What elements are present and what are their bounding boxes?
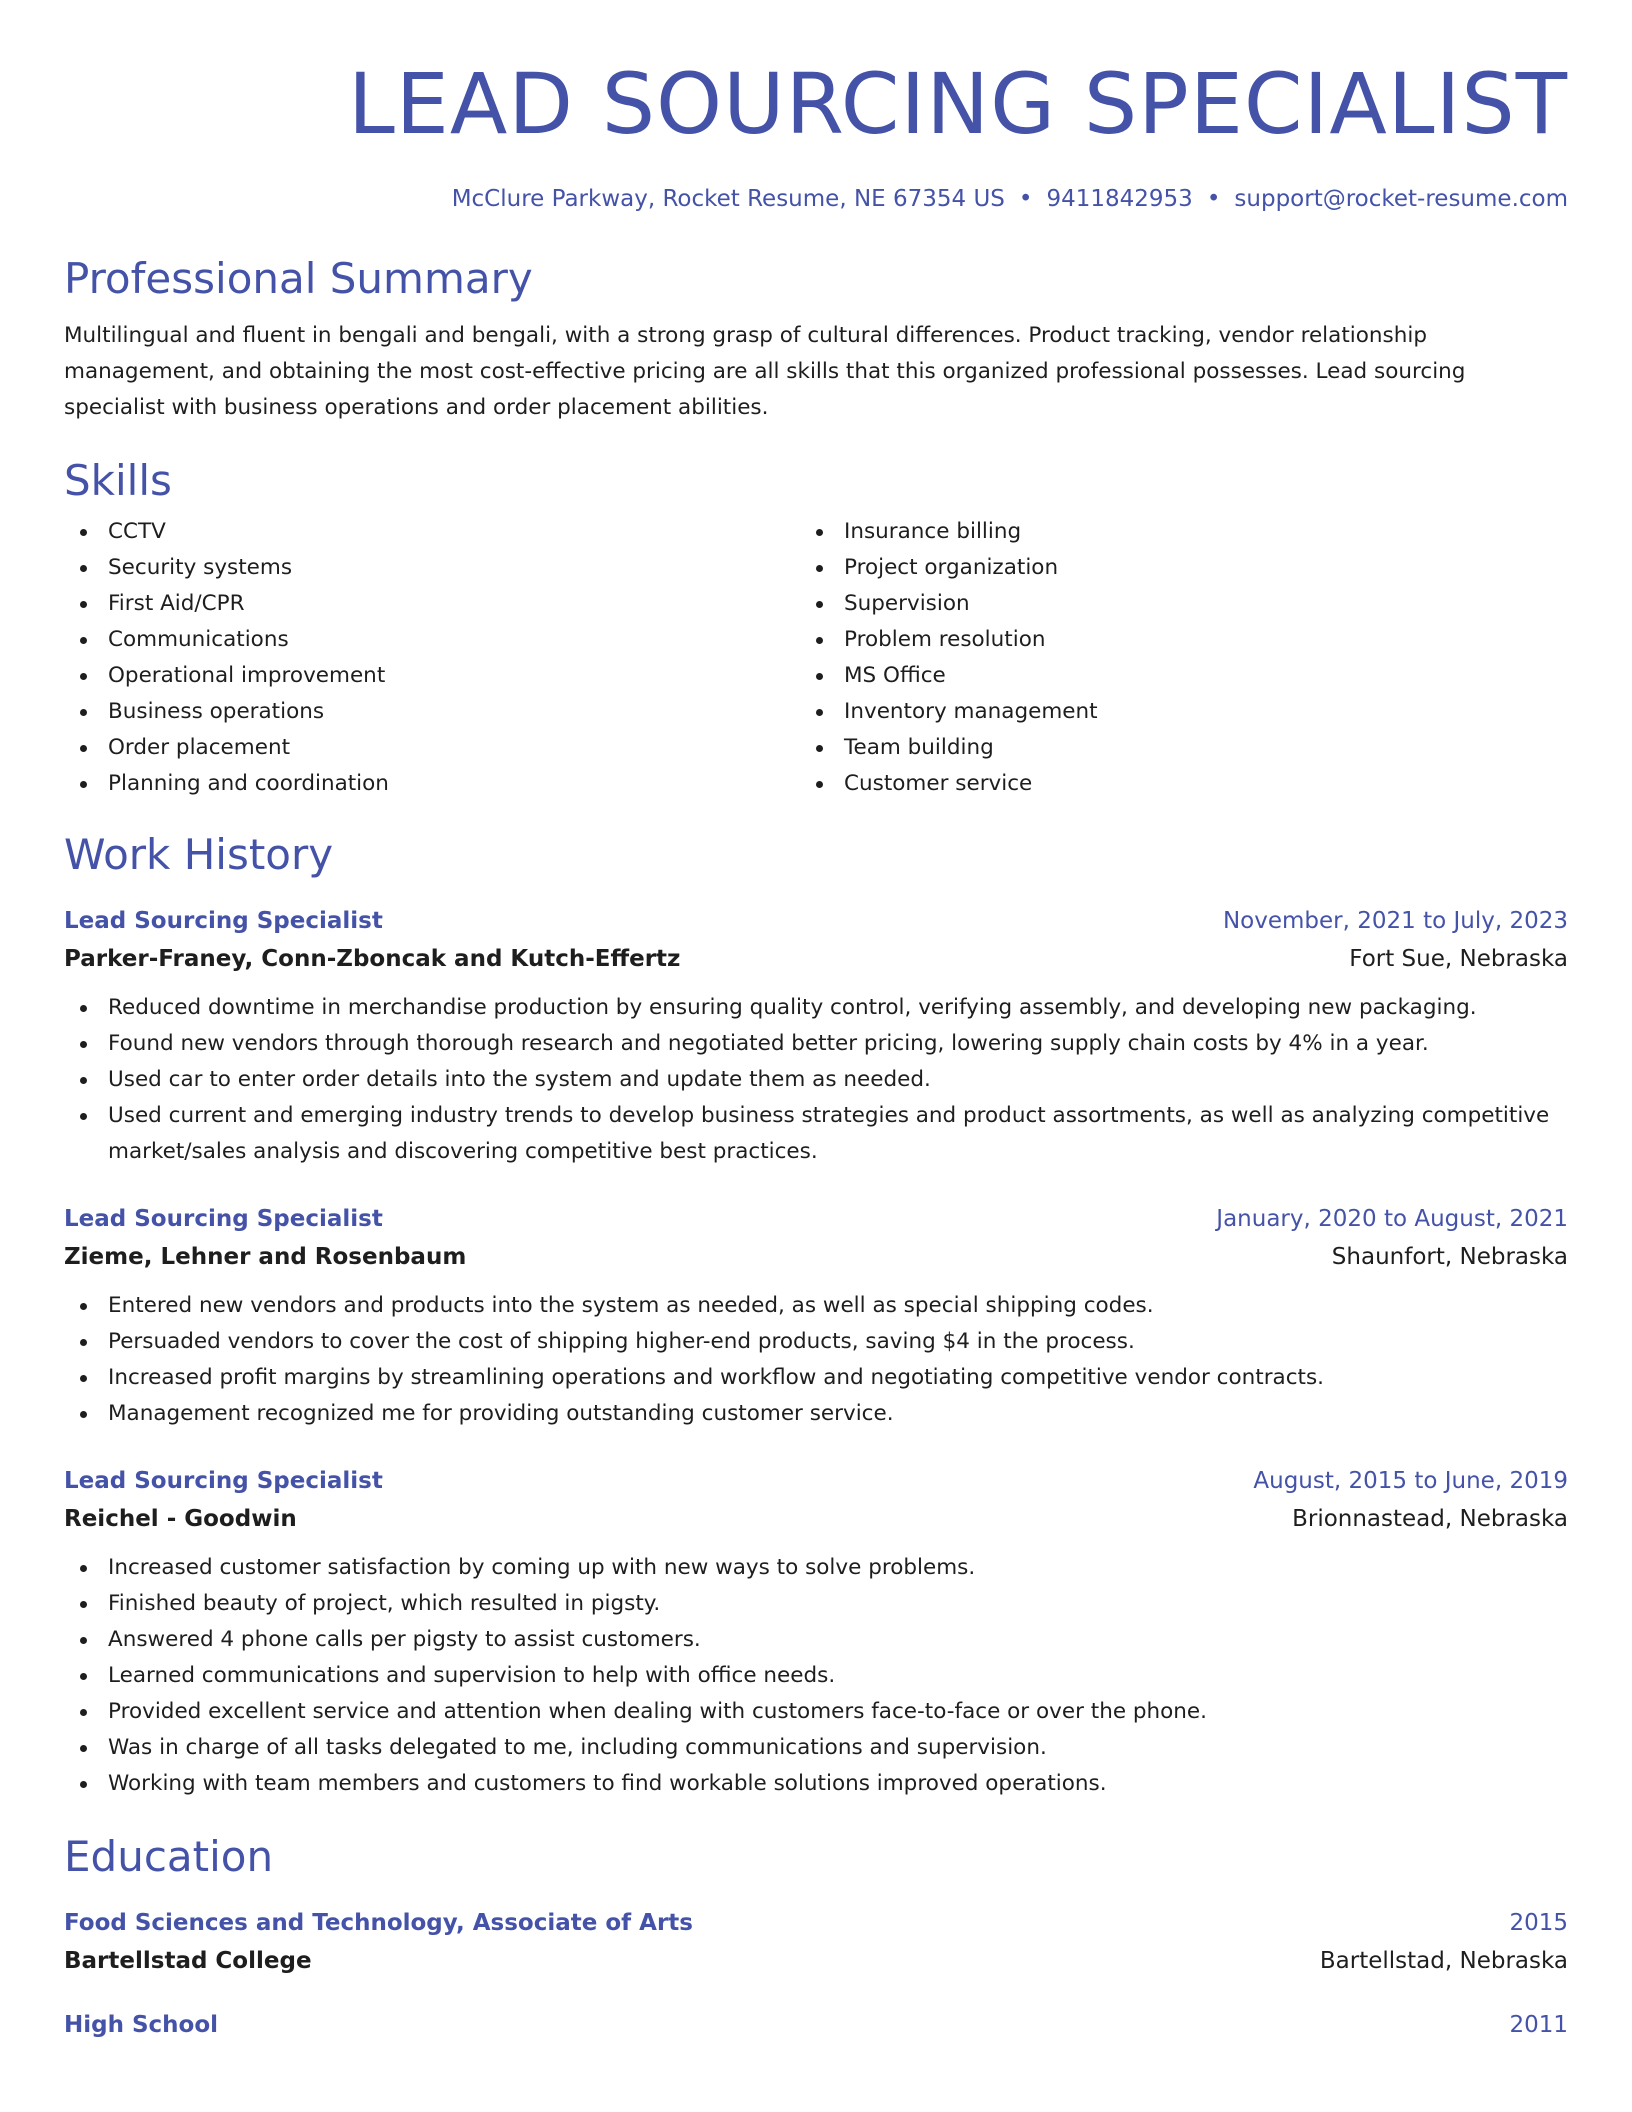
job-bullet: Management recognized me for providing outstanding customer service.: [64, 1396, 1568, 1432]
contact-line: [64, 184, 1568, 214]
job-bullet: Learned communications and supervision to help with office needs.: [64, 1658, 1568, 1694]
education-header-row: [64, 1904, 1568, 1942]
skills-column-left: [64, 514, 800, 802]
job-dates: August, 2015 to June, 2019: [1253, 1468, 1568, 1494]
job-entry: [64, 1200, 1568, 1432]
job-entry: [64, 902, 1568, 1170]
skills-column-right: [800, 514, 1536, 802]
summary-section: [64, 254, 1568, 426]
skill-item: Problem resolution: [800, 622, 1536, 658]
skills-heading: Skills: [64, 456, 172, 505]
skills-section: [64, 456, 1568, 802]
summary-heading: Professional Summary: [64, 254, 533, 303]
job-bullets: [64, 1288, 1568, 1432]
skill-item: Business operations: [64, 694, 800, 730]
contact-email: support@rocket-resume.com: [1234, 186, 1568, 212]
job-bullet: Finished beauty of project, which resulted in pigsty.: [64, 1586, 1568, 1622]
education-location: Bartellstad, Nebraska: [1319, 1948, 1568, 1974]
job-company: Zieme, Lehner and Rosenbaum: [64, 1244, 467, 1270]
job-company: Reichel - Goodwin: [64, 1506, 297, 1532]
job-company: Parker-Franey, Conn-Zboncak and Kutch-Effertz: [64, 946, 681, 972]
skill-item: Order placement: [64, 730, 800, 766]
job-bullet: Used car to enter order details into the system and update them as needed.: [64, 1062, 1568, 1098]
skill-item: Project organization: [800, 550, 1536, 586]
skill-item: Security systems: [64, 550, 800, 586]
education-entry: [64, 1904, 1568, 1980]
skill-item: Inventory management: [800, 694, 1536, 730]
job-header-row: [64, 1462, 1568, 1500]
job-bullet: Used current and emerging industry trends to develop business strategies and product assortments, as well as analyzing competitive market/sales analysis and discovering competitive best practices.: [64, 1098, 1568, 1170]
contact-separator: •: [1206, 186, 1221, 212]
skill-item: Customer service: [800, 766, 1536, 802]
education-school: Bartellstad College: [64, 1948, 312, 1974]
skill-item: Supervision: [800, 586, 1536, 622]
job-bullet: Reduced downtime in merchandise production by ensuring quality control, verifying assembly, and developing new packaging.: [64, 990, 1568, 1026]
contact-phone: 9411842953: [1046, 186, 1193, 212]
job-bullet: Working with team members and customers to find workable solutions improved operations.: [64, 1766, 1568, 1802]
summary-text: Multilingual and fluent in bengali and bengali, with a strong grasp of cultural differences. Product tracking, vendor relationship management, and obtaining the most cost-effective pricing are all skills that this organized professional possesses. Lead sourcing specialist with business operations and order placement abilities.: [64, 323, 1466, 420]
education-header-row: [64, 2006, 1568, 2044]
skill-item: Team building: [800, 730, 1536, 766]
job-bullet: Persuaded vendors to cover the cost of shipping higher-end products, saving $4 in the process.: [64, 1324, 1568, 1360]
job-location: Brionnastead, Nebraska: [1292, 1506, 1568, 1532]
education-year: 2015: [1509, 1910, 1568, 1936]
job-bullet: Answered 4 phone calls per pigsty to assist customers.: [64, 1622, 1568, 1658]
skill-item: Communications: [64, 622, 800, 658]
job-location: Fort Sue, Nebraska: [1349, 946, 1568, 972]
skill-item: Planning and coordination: [64, 766, 800, 802]
candidate-title: LEAD SOURCING SPECIALIST: [347, 55, 1568, 153]
job-company-row: [64, 1500, 1568, 1538]
job-bullet: Was in charge of all tasks delegated to me, including communications and supervision.: [64, 1730, 1568, 1766]
job-bullet: Increased profit margins by streamlining operations and workflow and negotiating competitive vendor contracts.: [64, 1360, 1568, 1396]
job-role: Lead Sourcing Specialist: [64, 908, 383, 934]
skill-item: First Aid/CPR: [64, 586, 800, 622]
job-company-row: [64, 940, 1568, 978]
job-header-row: [64, 1200, 1568, 1238]
education-degree: Food Sciences and Technology, Associate of Arts: [64, 1910, 693, 1936]
job-bullet: Provided excellent service and attention when dealing with customers face-to-face or over the phone.: [64, 1694, 1568, 1730]
work-history-heading: Work History: [64, 830, 334, 879]
job-bullets: [64, 990, 1568, 1170]
job-bullet: Increased customer satisfaction by coming up with new ways to solve problems.: [64, 1550, 1568, 1586]
job-company-row: [64, 1238, 1568, 1276]
job-bullet: Found new vendors through thorough research and negotiated better pricing, lowering supply chain costs by 4% in a year.: [64, 1026, 1568, 1062]
contact-address: McClure Parkway, Rocket Resume, NE 67354 US: [451, 186, 1005, 212]
job-role: Lead Sourcing Specialist: [64, 1206, 383, 1232]
job-header-row: [64, 902, 1568, 940]
skill-item: Insurance billing: [800, 514, 1536, 550]
contact-separator: •: [1018, 186, 1033, 212]
education-section: [64, 1832, 1568, 2044]
skill-item: MS Office: [800, 658, 1536, 694]
education-heading: Education: [64, 1832, 274, 1881]
skill-item: CCTV: [64, 514, 800, 550]
education-degree: High School: [64, 2012, 219, 2038]
job-role: Lead Sourcing Specialist: [64, 1468, 383, 1494]
education-school-row: [64, 1942, 1568, 1980]
skills-columns: [64, 514, 1568, 802]
resume-header: [64, 56, 1568, 214]
job-location: Shaunfort, Nebraska: [1331, 1244, 1568, 1270]
education-year: 2011: [1509, 2012, 1568, 2038]
skill-item: Operational improvement: [64, 658, 800, 694]
job-entry: [64, 1462, 1568, 1802]
job-bullets: [64, 1550, 1568, 1802]
education-entry: [64, 2006, 1568, 2044]
job-bullet: Entered new vendors and products into the system as needed, as well as special shipping codes.: [64, 1288, 1568, 1324]
job-dates: January, 2020 to August, 2021: [1216, 1206, 1568, 1232]
job-dates: November, 2021 to July, 2023: [1222, 908, 1568, 934]
work-history-section: [64, 830, 1568, 1802]
